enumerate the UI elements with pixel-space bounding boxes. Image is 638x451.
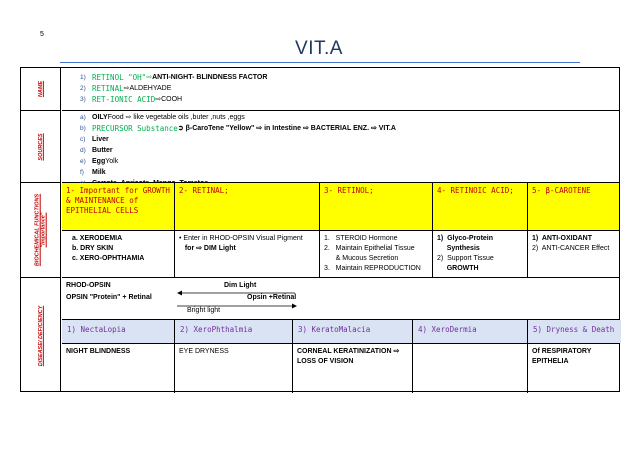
source-bold: Butter: [92, 147, 113, 154]
source-bold: OILY: [92, 114, 108, 121]
name-num: 1): [80, 74, 86, 81]
source-num: d): [80, 147, 86, 154]
source-rest: Food ⇨ like vegetable oils ,buter ,nuts ,eggs: [107, 114, 245, 121]
source-item: [80, 123, 619, 134]
side-section-deficiency: [21, 278, 61, 393]
function-header-4: 4- RETINOIC ACID;: [433, 183, 528, 230]
function-detail-1: [62, 231, 175, 277]
function-detail-5: [528, 231, 621, 277]
functions-detail-row: [62, 231, 619, 277]
deficiency-header-2: 2) XeroPhthalmia: [175, 320, 293, 343]
functions-row: [62, 183, 619, 278]
table-content: [62, 68, 619, 391]
function-item: c. XERO-OPHTHAMIA: [72, 255, 145, 262]
source-num: a): [80, 114, 86, 121]
function-header-1: 1- Important for GROWTH & MAINTENANCE of EPITHELIAL CELLS: [62, 183, 175, 230]
side-section-name: [21, 68, 61, 111]
side-label-column: [21, 68, 61, 391]
source-num: b): [80, 125, 86, 132]
source-rest: Yolk: [105, 158, 119, 165]
source-rest: ➲ β-CaroTene "Yellow" ⇨ in Intestine ⇨ BACTERIAL ENZ. ⇨ VIT.A: [177, 125, 396, 132]
side-label-biochemical-text: BIOCHEMICAL FUNCTIONS: [34, 193, 41, 267]
source-bold: Milk: [92, 169, 106, 176]
function-item: a. XERODEMIA: [72, 235, 123, 242]
source-item: [80, 167, 619, 178]
function-item: • Enter in RHOD-OPSIN Visual Pigment: [179, 235, 303, 242]
page-number: 5: [40, 31, 44, 38]
source-green: PRECURSOR Substance: [92, 124, 178, 133]
function-item: for ⇨ DIM Light: [179, 245, 236, 252]
function-item: 2) ANTI-CANCER Effect: [532, 245, 610, 252]
function-header-3: 3- RETINOL;: [320, 183, 433, 230]
arrow-icon: ⇨: [155, 96, 162, 103]
name-item: [80, 72, 619, 83]
source-item: [80, 134, 619, 145]
title-rule: [60, 62, 580, 63]
deficiency-header-row: [62, 320, 619, 344]
deficiency-header-1: 1) NectaLopia: [62, 320, 175, 343]
cycle-rhodopsin: RHOD-OPSIN: [66, 282, 111, 289]
function-header-2: 2- RETINAL;: [175, 183, 320, 230]
name-item: [80, 94, 619, 105]
function-detail-3: [320, 231, 433, 277]
function-item: Synthesis: [437, 245, 480, 252]
deficiency-detail-5: Of RESPIRATORY EPITHELIA: [532, 348, 592, 365]
function-detail-2: [175, 231, 320, 277]
function-item: 3. Maintain REPRODUCTION: [324, 265, 421, 272]
deficiency-detail-3: CORNEAL KERATINIZATION ⇨ LOSS OF VISION: [293, 344, 413, 393]
functions-header-row: [62, 183, 619, 231]
function-item: & Mucous Secretion: [324, 255, 399, 262]
function-item: 1) Glyco-Protein: [437, 235, 494, 242]
source-num: e): [80, 158, 86, 165]
side-label-name: NAME: [37, 80, 44, 98]
sources-row: [62, 111, 619, 183]
deficiency-header-3: 3) KeratoMalacia: [293, 320, 413, 343]
visual-cycle: [62, 278, 619, 320]
name-term: RETINAL: [92, 84, 124, 93]
source-item: [80, 156, 619, 167]
side-label-biochemical: [35, 194, 48, 266]
source-item: [80, 112, 619, 123]
function-item: 1) ANTI-OXIDANT: [532, 235, 593, 242]
source-num: c): [80, 136, 86, 143]
deficiency-header-5: 5) Dryness & Death: [528, 320, 621, 343]
names-list: [62, 68, 619, 105]
side-section-sources: [21, 111, 61, 183]
function-detail-4: [433, 231, 528, 277]
source-bold: Liver: [92, 136, 109, 143]
name-num: 3): [80, 96, 86, 103]
side-label-biochemical-sub: "Importance": [41, 212, 47, 248]
name-term: RETINOL "OH": [92, 73, 147, 82]
source-bold: Egg: [92, 158, 106, 165]
deficiency-detail-4: [413, 344, 528, 393]
cycle-bright-light: Bright light: [187, 307, 221, 314]
deficiency-detail-1: NIGHT BLINDNESS: [62, 344, 175, 393]
arrow-icon: ⇨: [146, 74, 153, 81]
vitamin-table: [20, 67, 620, 392]
deficiency-detail-2: EYE DRYNESS: [175, 344, 293, 393]
function-item: 2. Maintain Epithelial Tissue: [324, 245, 415, 252]
name-term: RET-IONIC ACID: [92, 95, 156, 104]
function-item: b. DRY SKIN: [72, 245, 114, 252]
names-row: [62, 68, 619, 111]
deficiency-detail-row: [62, 344, 619, 393]
sources-list: [62, 111, 619, 189]
function-item: GROWTH: [437, 265, 479, 272]
source-num: f): [80, 169, 84, 176]
name-item: [80, 83, 619, 94]
arrow-icon: ⇨: [123, 85, 130, 92]
cycle-opsin-retinal: Opsin +Retinal: [247, 294, 297, 301]
source-item: [80, 145, 619, 156]
function-header-5: 5- β-CAROTENE: [532, 186, 591, 195]
side-section-biochemical: [21, 183, 61, 278]
name-rest: ALDEHYADE: [129, 85, 172, 92]
page-title: VIT.A: [295, 38, 343, 59]
cycle-opsin-protein: OPSIN "Protein" + Retinal: [66, 294, 152, 301]
function-item: 1. STEROID Hormone: [324, 235, 398, 242]
side-label-deficiency: DISEASE/ DEFICIENCY: [37, 305, 44, 366]
name-rest: COOH: [161, 96, 183, 103]
cycle-dim-light: Dim Light: [224, 282, 257, 289]
name-num: 2): [80, 85, 86, 92]
function-item: 2) Support Tissue: [437, 255, 494, 262]
side-label-sources: SOURCES: [37, 132, 44, 161]
name-rest: ANTI-NIGHT- BLINDNESS FACTOR: [152, 74, 268, 81]
deficiency-header-4: 4) XeroDermia: [413, 320, 528, 343]
